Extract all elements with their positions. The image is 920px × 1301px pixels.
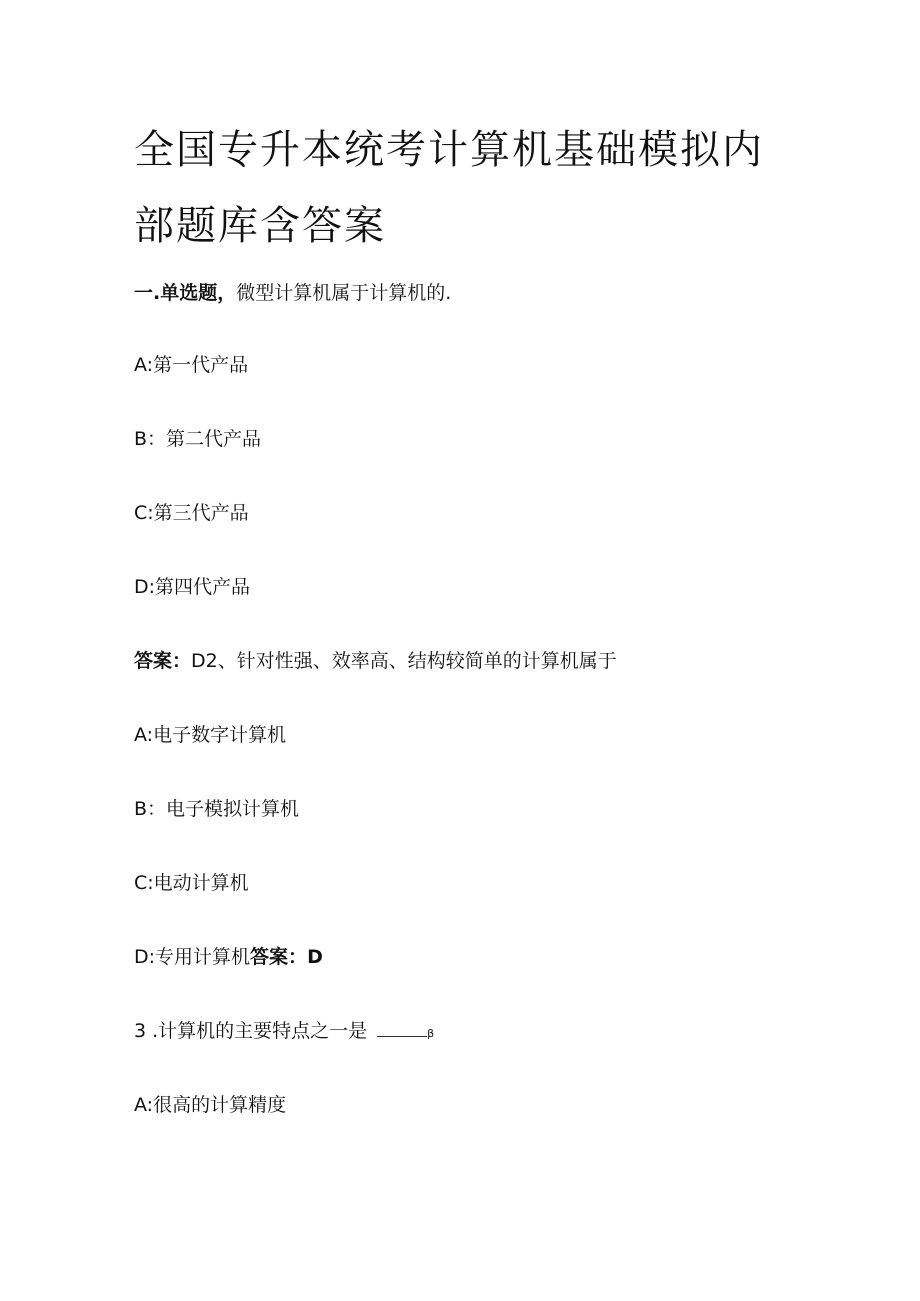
- question-1-option-c: C:第三代产品: [134, 502, 249, 524]
- question-3-suffix: β: [427, 1027, 435, 1040]
- question-2-option-d-with-answer: [134, 944, 323, 970]
- answer-blank: [377, 1018, 427, 1037]
- question-2-text: D2、针对性强、效率高、结构较简单的计算机属于: [191, 650, 617, 672]
- question-1-option-b: B：第二代产品: [134, 428, 262, 450]
- question-3: [134, 1018, 434, 1047]
- question-2-option-b: B：电子模拟计算机: [134, 798, 300, 820]
- question-1-option-a: A:第一代产品: [134, 354, 249, 376]
- question-1-prefix: 一.单选题，: [134, 282, 237, 304]
- answer-and-question-2: [134, 648, 617, 674]
- answer-label-2: 答案：: [250, 946, 308, 968]
- question-1-text: 微型计算机属于计算机的.: [236, 282, 452, 304]
- question-2-option-c: C:电动计算机: [134, 872, 249, 894]
- question-2-option-d: D:专用计算机: [134, 946, 251, 968]
- answer-value: D: [307, 946, 323, 968]
- document-title-line-1: 全国专升本统考计算机基础模拟内: [134, 127, 764, 173]
- question-1: [134, 280, 451, 306]
- document-title-line-2: 部题库含答案: [134, 203, 386, 249]
- question-3-option-a: A:很高的计算精度: [134, 1094, 287, 1116]
- question-2-option-a: A:电子数字计算机: [134, 724, 287, 746]
- question-1-option-d: D:第四代产品: [134, 576, 251, 598]
- question-3-text: 3 .计算机的主要特点之一是: [134, 1020, 368, 1042]
- answer-label: 答案：: [134, 650, 192, 672]
